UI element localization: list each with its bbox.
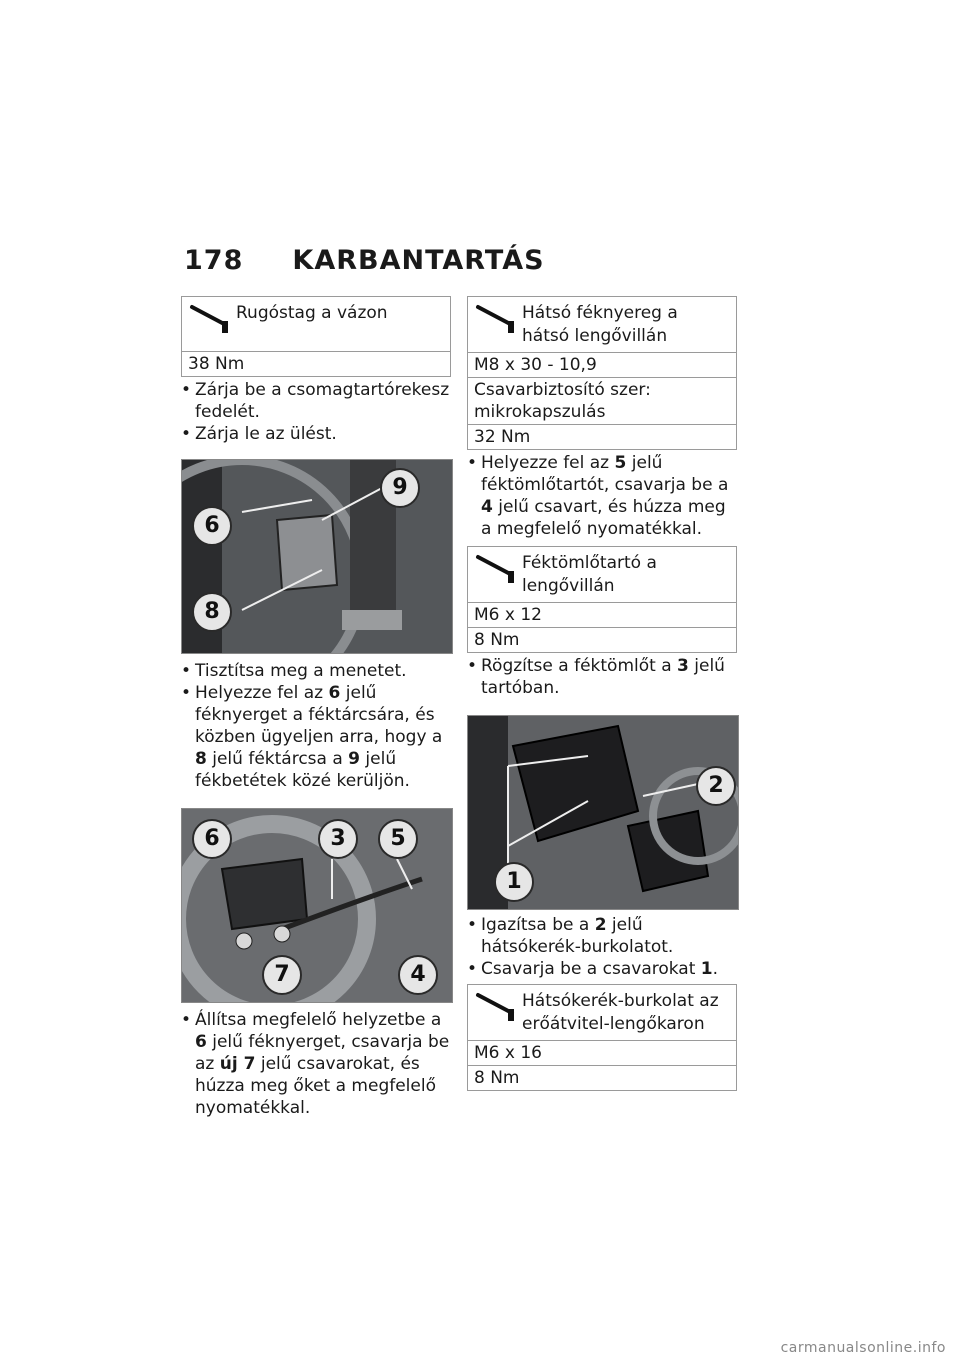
torque-spec-label: Hátsókerék-burkolat az erőátvitel-lengőkaron xyxy=(522,991,719,1034)
instruction-item: • Helyezze fel az 5 jelű féktömlőtartót, csavarja be a 4 jelű csavart, és húzza meg a megfelelő nyomatékkal. xyxy=(467,452,739,540)
callout-3: 3 xyxy=(318,819,358,859)
instruction-item: • Állítsa megfelelő helyzetbe a 6 jelű féknyerget, csavarja be az új 7 jelű csavarokat, és húzza meg őket a megfelelő nyomatékkal. xyxy=(181,1009,453,1119)
torque-spec-value: 38 Nm xyxy=(188,354,245,374)
instruction-list xyxy=(181,660,453,792)
torque-spec-header xyxy=(182,297,450,352)
torque-wrench-icon xyxy=(188,301,236,335)
torque-spec-table xyxy=(467,984,737,1091)
torque-wrench-icon xyxy=(474,551,522,585)
torque-spec-header xyxy=(468,547,736,603)
callout-9: 9 xyxy=(380,468,420,508)
instruction-list xyxy=(467,914,739,980)
callout-4: 4 xyxy=(398,955,438,995)
instruction-list xyxy=(181,1009,453,1119)
callout-8: 8 xyxy=(192,592,232,632)
instruction-item: • Tisztítsa meg a menetet. xyxy=(181,660,453,682)
instruction-item: • Helyezze fel az 6 jelű féknyerget a féktárcsára, és közben ügyeljen arra, hogy a 8 jelű féktárcsa a 9 jelű fékbetétek közé kerüljön. xyxy=(181,682,453,792)
torque-spec-row: M6 x 12 xyxy=(468,603,736,628)
instruction-list xyxy=(181,379,453,445)
torque-spec-table xyxy=(467,296,737,450)
torque-spec-label: Rugóstag a vázon xyxy=(236,303,388,323)
brake-caliper-photo xyxy=(181,459,453,654)
page-number: 178 xyxy=(184,245,244,276)
callout-2: 2 xyxy=(696,766,736,806)
torque-wrench-icon xyxy=(474,301,522,335)
torque-spec-table xyxy=(467,546,737,653)
instruction-list xyxy=(467,452,739,540)
callout-1: 1 xyxy=(494,862,534,902)
watermark: carmanualsonline.info xyxy=(780,1340,946,1356)
instruction-item: • Zárja be a csomagtartórekesz fedelét. xyxy=(181,379,453,423)
callout-7: 7 xyxy=(262,955,302,995)
torque-spec-header xyxy=(468,297,736,353)
instruction-item: • Zárja le az ülést. xyxy=(181,423,453,445)
left-column xyxy=(181,296,453,1119)
torque-spec-value: 8 Nm xyxy=(474,630,520,650)
rear-wheel-cover-photo xyxy=(467,715,739,910)
brake-hose-photo xyxy=(181,808,453,1003)
callout-6: 6 xyxy=(192,819,232,859)
torque-spec-row: Csavarbiztosító szer: mikrokapszulás xyxy=(468,378,736,425)
torque-spec-row: M6 x 16 xyxy=(468,1041,736,1066)
torque-spec-value: 32 Nm xyxy=(474,427,531,447)
torque-wrench-icon xyxy=(474,989,522,1023)
torque-spec-row: M8 x 30 - 10,9 xyxy=(468,353,736,378)
torque-spec-label: Féktömlőtartó a lengővillán xyxy=(522,553,657,596)
torque-spec-header xyxy=(468,985,736,1041)
instruction-list xyxy=(467,655,739,699)
instruction-item: • Igazítsa be a 2 jelű hátsókerék-burkolatot. xyxy=(467,914,739,958)
right-column xyxy=(467,296,739,1091)
page-header xyxy=(184,245,545,276)
callout-6: 6 xyxy=(192,506,232,546)
page-title: KARBANTARTÁS xyxy=(292,245,545,276)
instruction-item: • Rögzítse a féktömlőt a 3 jelű tartóban. xyxy=(467,655,739,699)
torque-spec-value: 8 Nm xyxy=(474,1068,520,1088)
torque-spec-table xyxy=(181,296,451,377)
torque-spec-label: Hátsó féknyereg a hátsó lengővillán xyxy=(522,303,678,346)
instruction-item: • Csavarja be a csavarokat 1. xyxy=(467,958,739,980)
callout-5: 5 xyxy=(378,819,418,859)
